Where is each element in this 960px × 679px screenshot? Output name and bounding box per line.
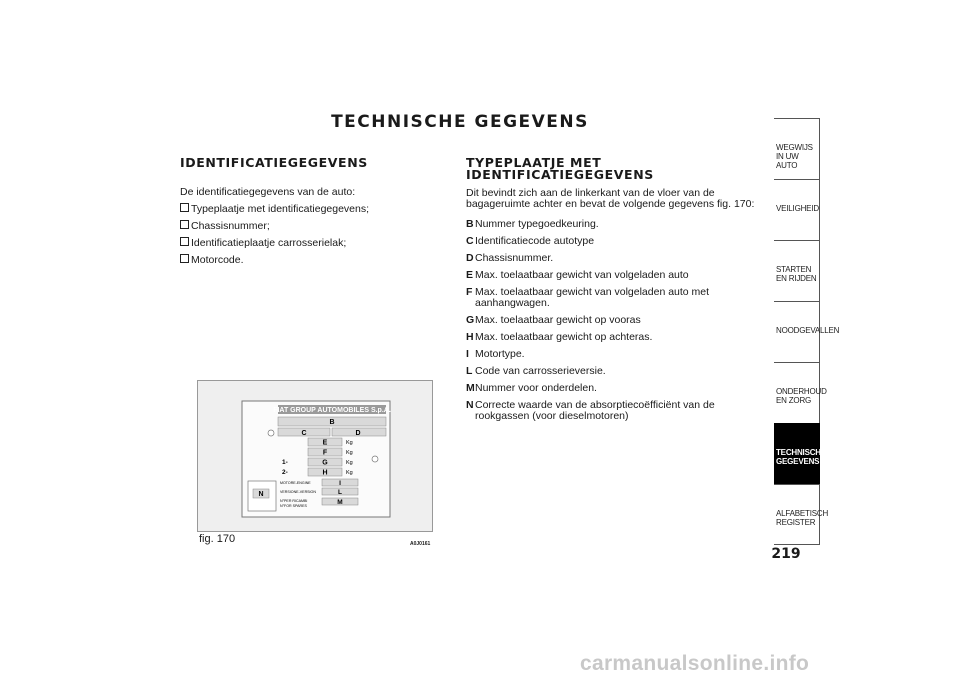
item-letter: M <box>466 382 475 394</box>
bullet-text: Chassisnummer; <box>191 220 270 232</box>
left-bullet-list <box>180 201 369 269</box>
plate-header: FIAT GROUP AUTOMOBILES S.p.A. <box>273 407 391 414</box>
plate-kg-e: Kg <box>346 440 353 446</box>
figure-caption: fig. 170 <box>199 533 236 545</box>
right-section-heading: TYPEPLAATJE MET IDENTIFICATIEGEGEVENS <box>466 155 654 182</box>
chapter-tab[interactable]: ALFABETISCH REGISTER <box>774 484 820 545</box>
item-text: Nummer voor onderdelen. <box>475 382 597 394</box>
letter-item <box>466 383 756 394</box>
letter-item <box>466 332 756 343</box>
plate-kg-h: Kg <box>346 470 353 476</box>
plate-field-g: G <box>322 459 328 467</box>
plate-kg-g: Kg <box>346 460 353 466</box>
plate-field-d: D <box>355 430 361 437</box>
page-title: TECHNISCHE GEGEVENS <box>331 112 589 132</box>
plate-label-motore: MOTORE-ENGINE <box>280 481 311 485</box>
checkbox-bullet-icon <box>180 237 189 246</box>
item-letter: D <box>466 252 474 264</box>
plate-field-b: B <box>329 419 335 426</box>
plate-label-ricambi-2: N°FOR SPARES <box>280 504 307 508</box>
page-number: 219 <box>771 546 801 562</box>
plate-kg-f: Kg <box>346 450 353 456</box>
letter-item <box>466 270 756 281</box>
letter-item <box>466 219 756 230</box>
plate-label-ricambi-1: N°PER RICAMBI <box>280 499 308 503</box>
identification-plate-illustration <box>198 381 432 531</box>
letter-item <box>466 366 756 377</box>
item-letter: L <box>466 365 473 377</box>
plate-axle-2: 2- <box>282 469 288 476</box>
letter-item <box>466 349 756 360</box>
item-letter: G <box>466 314 475 326</box>
item-letter: N <box>466 399 474 411</box>
item-text: Identificatiecode autotype <box>475 235 595 247</box>
plate-axle-1: 1- <box>282 459 288 466</box>
letter-item <box>466 400 756 422</box>
letter-item <box>466 287 756 309</box>
chapter-tab[interactable]: STARTEN EN RIJDEN <box>774 240 820 301</box>
plate-field-e: E <box>322 439 328 447</box>
item-letter: C <box>466 235 474 247</box>
plate-label-versione: VERSIONE-VERSION <box>280 490 316 494</box>
chapter-tab[interactable]: NOODGEVALLEN <box>774 301 820 362</box>
item-text: Max. toelaatbaar gewicht van volgeladen auto <box>475 269 689 281</box>
item-letter: I <box>466 348 469 360</box>
plate-field-n: N <box>258 491 264 498</box>
chapter-tab[interactable]: WEGWIJS IN UW AUTO <box>774 118 820 179</box>
letter-item <box>466 253 756 264</box>
bullet-item <box>180 218 369 235</box>
item-letter: F <box>466 286 473 298</box>
plate-field-i: I <box>339 480 341 487</box>
right-intro-text: Dit bevindt zich aan de linkerkant van de vloer van de bagageruimte achter en bevat de volgende gegevens fig. 170: <box>466 187 755 210</box>
chapter-tab[interactable]: ONDERHOUD EN ZORG <box>774 362 820 423</box>
item-letter: B <box>466 218 474 230</box>
item-text: Max. toelaatbaar gewicht op vooras <box>475 314 641 326</box>
plate-field-m: M <box>337 499 343 506</box>
chapter-tab[interactable]: TECHNISCHE GEGEVENS <box>774 423 820 484</box>
chapter-tab[interactable]: VEILIGHEID <box>774 179 820 240</box>
letter-item <box>466 236 756 247</box>
checkbox-bullet-icon <box>180 203 189 212</box>
letter-item <box>466 315 756 326</box>
item-text: Correcte waarde van de absorptiecoëfficiënt van de rookgassen (voor dieselmotoren) <box>475 399 715 422</box>
bullet-text: Typeplaatje met identificatiegegevens; <box>191 203 370 215</box>
bullet-text: Identificatieplaatje carrosserielak; <box>191 237 347 249</box>
figure-170 <box>197 380 433 532</box>
item-text: Max. toelaatbaar gewicht op achteras. <box>475 331 653 343</box>
item-text: Motortype. <box>475 348 525 360</box>
left-intro-text: De identificatiegegevens van de auto: <box>180 186 356 198</box>
bullet-item <box>180 252 369 269</box>
checkbox-bullet-icon <box>180 220 189 229</box>
item-text: Code van carrosserieversie. <box>475 365 606 377</box>
bullet-item <box>180 235 369 252</box>
bullet-text: Motorcode. <box>191 254 244 266</box>
figure-code: A0J0161 <box>410 541 431 547</box>
item-letter: H <box>466 331 474 343</box>
plate-field-c: C <box>301 430 307 437</box>
left-section-heading: IDENTIFICATIEGEGEVENS <box>180 155 368 170</box>
plate-field-f: F <box>322 449 328 457</box>
right-letter-list <box>466 219 756 428</box>
watermark: carmanualsonline.info <box>580 652 810 675</box>
item-text: Chassisnummer. <box>475 252 554 264</box>
bullet-item <box>180 201 369 218</box>
item-text: Max. toelaatbaar gewicht van volgeladen auto met aanhangwagen. <box>475 286 710 309</box>
plate-field-h: H <box>322 469 328 477</box>
checkbox-bullet-icon <box>180 254 189 263</box>
item-text: Nummer typegoedkeuring. <box>475 218 599 230</box>
item-letter: E <box>466 269 474 281</box>
plate-field-l: L <box>338 489 342 496</box>
